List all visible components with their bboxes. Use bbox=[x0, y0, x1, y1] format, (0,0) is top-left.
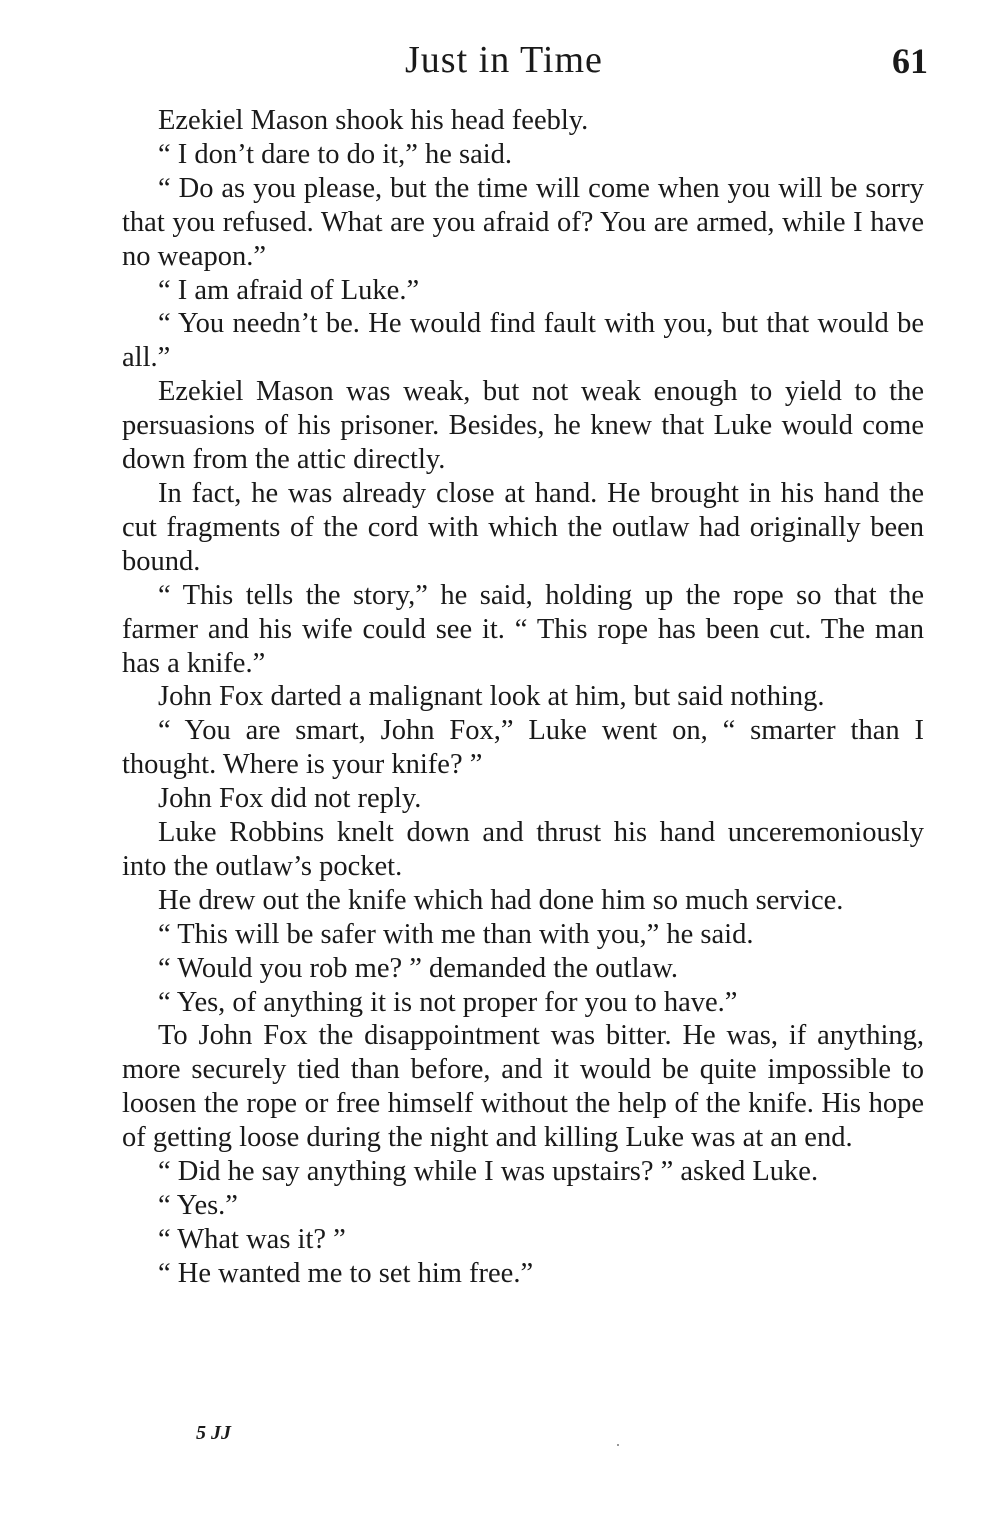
running-head bbox=[0, 38, 1000, 90]
paragraph: “ I don’t dare to do it,” he said. bbox=[158, 138, 513, 170]
paragraph: John Fox darted a malignant look at him, but said nothing. bbox=[158, 681, 825, 713]
body-text bbox=[122, 104, 924, 1291]
paragraph: “ I am afraid of Luke.” bbox=[158, 274, 420, 306]
paragraph: “ He wanted me to set him free.” bbox=[158, 1257, 534, 1289]
paragraph: “ Yes, of anything it is not proper for you to have.” bbox=[158, 986, 738, 1018]
page-number: 61 bbox=[892, 41, 928, 81]
paragraph: To John Fox the disappointment was bitter. He was, if anything, more securely tied than before, and it would be quite impossible to loosen the rope or free himself without the help of the knife. His hope of getting loose during the night and killing Luke was at an end. bbox=[122, 1020, 924, 1154]
paragraph: “ This will be safer with me than with you,” he said. bbox=[158, 918, 754, 950]
paragraph: “ Did he say anything while I was upstairs? ” asked Luke. bbox=[158, 1156, 819, 1188]
signature-mark: 5 JJ bbox=[196, 1422, 231, 1444]
paragraph: John Fox did not reply. bbox=[158, 783, 422, 815]
paragraph: Luke Robbins knelt down and thrust his hand unceremoniously into the outlaw’s pocket. bbox=[122, 817, 924, 882]
paragraph: “ This tells the story,” he said, holding up the rope so that the farmer and his wife could see it. “ This rope has been cut. The man has a knife.” bbox=[122, 579, 924, 679]
paragraph: “ What was it? ” bbox=[158, 1223, 346, 1255]
paragraph: “ You needn’t be. He would find fault with you, but that would be all.” bbox=[122, 308, 924, 374]
running-title: Just in Time bbox=[405, 39, 603, 81]
print-speck bbox=[617, 1444, 619, 1446]
paragraph: “ Yes.” bbox=[158, 1190, 238, 1221]
paragraph: In fact, he was already close at hand. He brought in his hand the cut fragments of the cord with which the outlaw had originally been bound. bbox=[122, 477, 924, 577]
paragraph: “ Do as you please, but the time will come when you will be sorry that you refused. What are you afraid of? You are armed, while I have no weapon.” bbox=[122, 172, 924, 272]
paragraph: He drew out the knife which had done him so much service. bbox=[158, 884, 844, 916]
paragraph: Ezekiel Mason shook his head feebly. bbox=[158, 105, 589, 136]
paragraph: Ezekiel Mason was weak, but not weak enough to yield to the persuasions of his prisoner. Besides, he knew that Luke would come down from the attic directly. bbox=[122, 376, 924, 476]
paragraph: “ Would you rob me? ” demanded the outlaw. bbox=[158, 952, 679, 984]
paragraph: “ You are smart, John Fox,” Luke went on, “ smarter than I thought. Where is your knife? ” bbox=[122, 715, 924, 781]
